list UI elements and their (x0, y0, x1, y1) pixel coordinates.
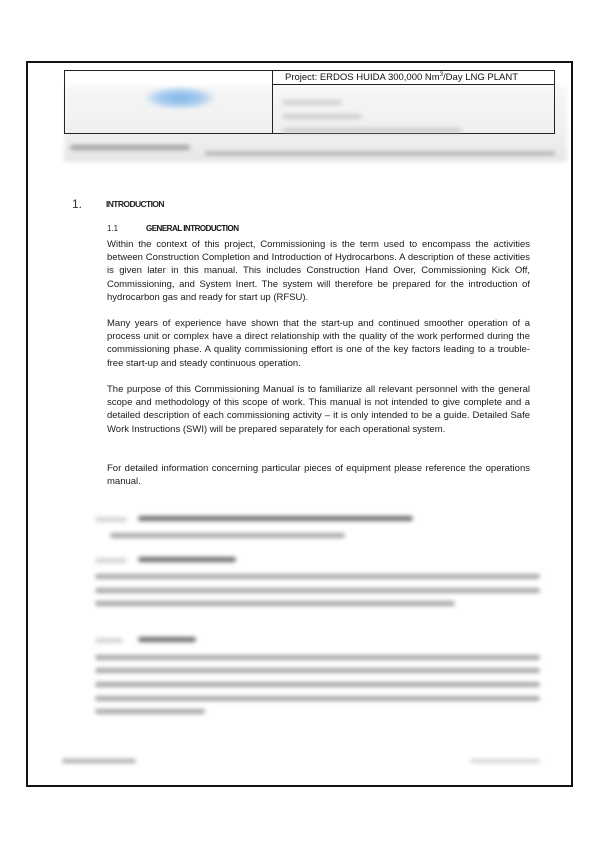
paragraph: Within the context of this project, Commissioning is the term used to encompass the activities between Construction Completion and Introduction of Hydrocarbons. A description of these activities is given later in this manual. This includes Construction Hand Over, Commissioning Kick Off, Commissioning, and System Inert. The system will therefore be prepared for the introduction of hydrocarbon gas and ready for start up (RFSU). (107, 239, 530, 303)
blurred-text (95, 574, 540, 579)
paragraph: For detailed information concerning particular pieces of equipment please reference the operations manual. (107, 463, 530, 488)
subsection-number: 1.1 (107, 224, 119, 233)
section-number: 1. (72, 197, 83, 211)
blurred-heading (138, 637, 196, 642)
blurred-heading (138, 557, 236, 562)
blurred-text (282, 100, 342, 105)
blurred-text (110, 533, 345, 538)
blurred-heading (138, 516, 413, 521)
blurred-text (95, 601, 455, 606)
blurred-text (95, 517, 127, 522)
blurred-text (95, 558, 127, 563)
project-title: Project: ERDOS HUIDA 300,000 Nm$^3$/Day LNG PLANT (285, 72, 519, 84)
blurred-footer-text (62, 759, 136, 763)
section-title: INTRODUCTION (106, 199, 164, 209)
blurred-text (95, 588, 540, 593)
header-rule (273, 84, 555, 85)
blurred-text (282, 114, 362, 119)
blurred-text (95, 638, 123, 643)
subsection-title: GENERAL INTRODUCTION (146, 224, 239, 233)
company-logo-icon (145, 87, 215, 109)
paragraph: Many years of experience have shown that the start-up and continued smoother operation of a process unit or complex have a direct relationship with the quality of the work performed during the commissioning phase. A quality commissioning effort is one of the key factors leading to a trouble-free start-up and steady continuous operation. (107, 318, 530, 369)
header-divider (272, 71, 273, 133)
blurred-text (95, 668, 540, 673)
blurred-text (95, 696, 540, 701)
blurred-text (95, 682, 540, 687)
blurred-text (282, 128, 462, 133)
blurred-text (205, 152, 555, 155)
paragraph: The purpose of this Commissioning Manual is to familiarize all relevant personnel with the general scope and methodology of this scope of work. This manual is not intended to give complete and a detailed description of each commissioning activity – it is only intended to be a guide. Detailed Safe Work Instructions (SWI) will be prepared separately for each operational system. (107, 384, 530, 435)
blurred-text (95, 709, 205, 714)
blurred-text (95, 655, 540, 660)
blurred-text (70, 145, 190, 150)
blurred-footer-text (470, 759, 540, 763)
